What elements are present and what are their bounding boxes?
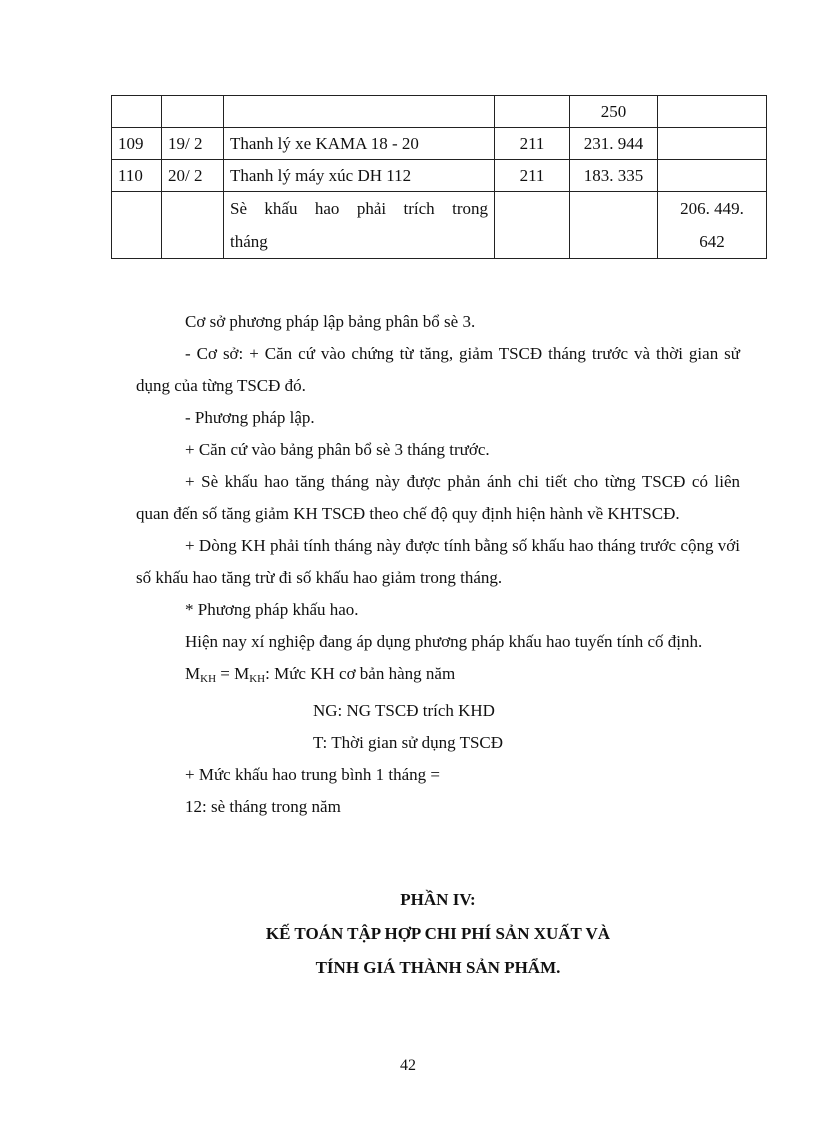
total-label-line1: Sè khấu hao phải trích trong <box>230 199 488 218</box>
cell-date: 20/ 2 <box>162 160 224 192</box>
cell-amount: 183. 335 <box>570 160 658 192</box>
formula-ng: NG: NG TSCĐ trích KHD <box>313 701 495 720</box>
cell-account: 211 <box>495 160 570 192</box>
paragraph-basis: - Cơ sở: + Căn cứ vào chứng từ tăng, giảm TSCĐ tháng trước và thời gian sử dụng của từng TSCĐ đó. <box>136 344 740 395</box>
total-value-line2: 642 <box>699 232 725 251</box>
cell-description: Thanh lý máy xúc DH 112 <box>224 160 495 192</box>
section-title-line1: KẾ TOÁN TẬP HỢP CHI PHÍ SẢN XUẤT VÀ <box>265 924 611 943</box>
cell-account: 211 <box>495 128 570 160</box>
cell-description <box>224 192 495 259</box>
total-label-line2: tháng <box>230 232 268 251</box>
paragraph-basis-title: Cơ sở phương pháp lập bảng phân bổ sè 3. <box>185 312 476 331</box>
formula-sub2: KH <box>249 673 266 685</box>
cell-total <box>658 96 767 128</box>
cell-total <box>658 128 767 160</box>
formula-sub: KH <box>200 673 217 685</box>
table-row <box>112 160 767 192</box>
cell-description: Thanh lý xe KAMA 18 - 20 <box>224 128 495 160</box>
cell-total <box>658 192 767 259</box>
body-text <box>136 306 740 823</box>
cell-account <box>495 96 570 128</box>
cell-date: 19/ 2 <box>162 128 224 160</box>
cell-number <box>112 192 162 259</box>
cell-number: 110 <box>112 160 162 192</box>
total-value-line1: 206. 449. <box>680 199 744 218</box>
table-row-total <box>112 192 767 259</box>
section-heading: PHẦN IV: <box>400 890 476 909</box>
page-number: 42 <box>400 1057 416 1074</box>
paragraph-method-1: + Căn cứ vào bảng phân bổ sè 3 tháng trước. <box>185 440 490 459</box>
formula-m: M <box>185 664 201 683</box>
cell-amount: 250 <box>570 96 658 128</box>
depreciation-table <box>111 95 767 259</box>
cell-total <box>658 160 767 192</box>
formula-eq: = <box>216 664 235 683</box>
paragraph-depreciation-title: * Phương pháp khấu hao. <box>185 600 359 619</box>
cell-number: 109 <box>112 128 162 160</box>
formula-t: T: Thời gian sử dụng TSCĐ <box>313 733 504 752</box>
cell-description <box>224 96 495 128</box>
table-row <box>112 128 767 160</box>
cell-date <box>162 96 224 128</box>
paragraph-method-2: + Sè khấu hao tăng tháng này được phản ánh chi tiết cho từng TSCĐ có liên quan đến số tăng giảm KH TSCĐ theo chế độ quy định hiện hành về KHTSCĐ. <box>136 472 740 523</box>
section-title-line2: TÍNH GIÁ THÀNH SẢN PHẨM. <box>315 958 561 977</box>
table-row <box>112 96 767 128</box>
cell-account <box>495 192 570 259</box>
formula-m2: M <box>234 664 250 683</box>
cell-amount <box>570 192 658 259</box>
cell-date <box>162 192 224 259</box>
paragraph-method-title: - Phương pháp lập. <box>185 408 315 427</box>
cell-amount: 231. 944 <box>570 128 658 160</box>
paragraph-method-3: + Dòng KH phải tính tháng này được tính bằng số khấu hao tháng trước cộng với số khấu hao tăng trừ đi số khấu hao giảm trong tháng. <box>136 536 740 587</box>
cell-number <box>112 96 162 128</box>
paragraph-months: 12: sè tháng trong năm <box>185 797 341 816</box>
formula-desc: : Mức KH cơ bản hàng năm <box>265 664 456 683</box>
paragraph-depreciation-method: Hiện nay xí nghiệp đang áp dụng phương pháp khấu hao tuyến tính cố định. <box>185 632 703 651</box>
paragraph-monthly: + Mức khấu hao trung bình 1 tháng = <box>185 765 441 784</box>
formula-line <box>136 658 740 695</box>
